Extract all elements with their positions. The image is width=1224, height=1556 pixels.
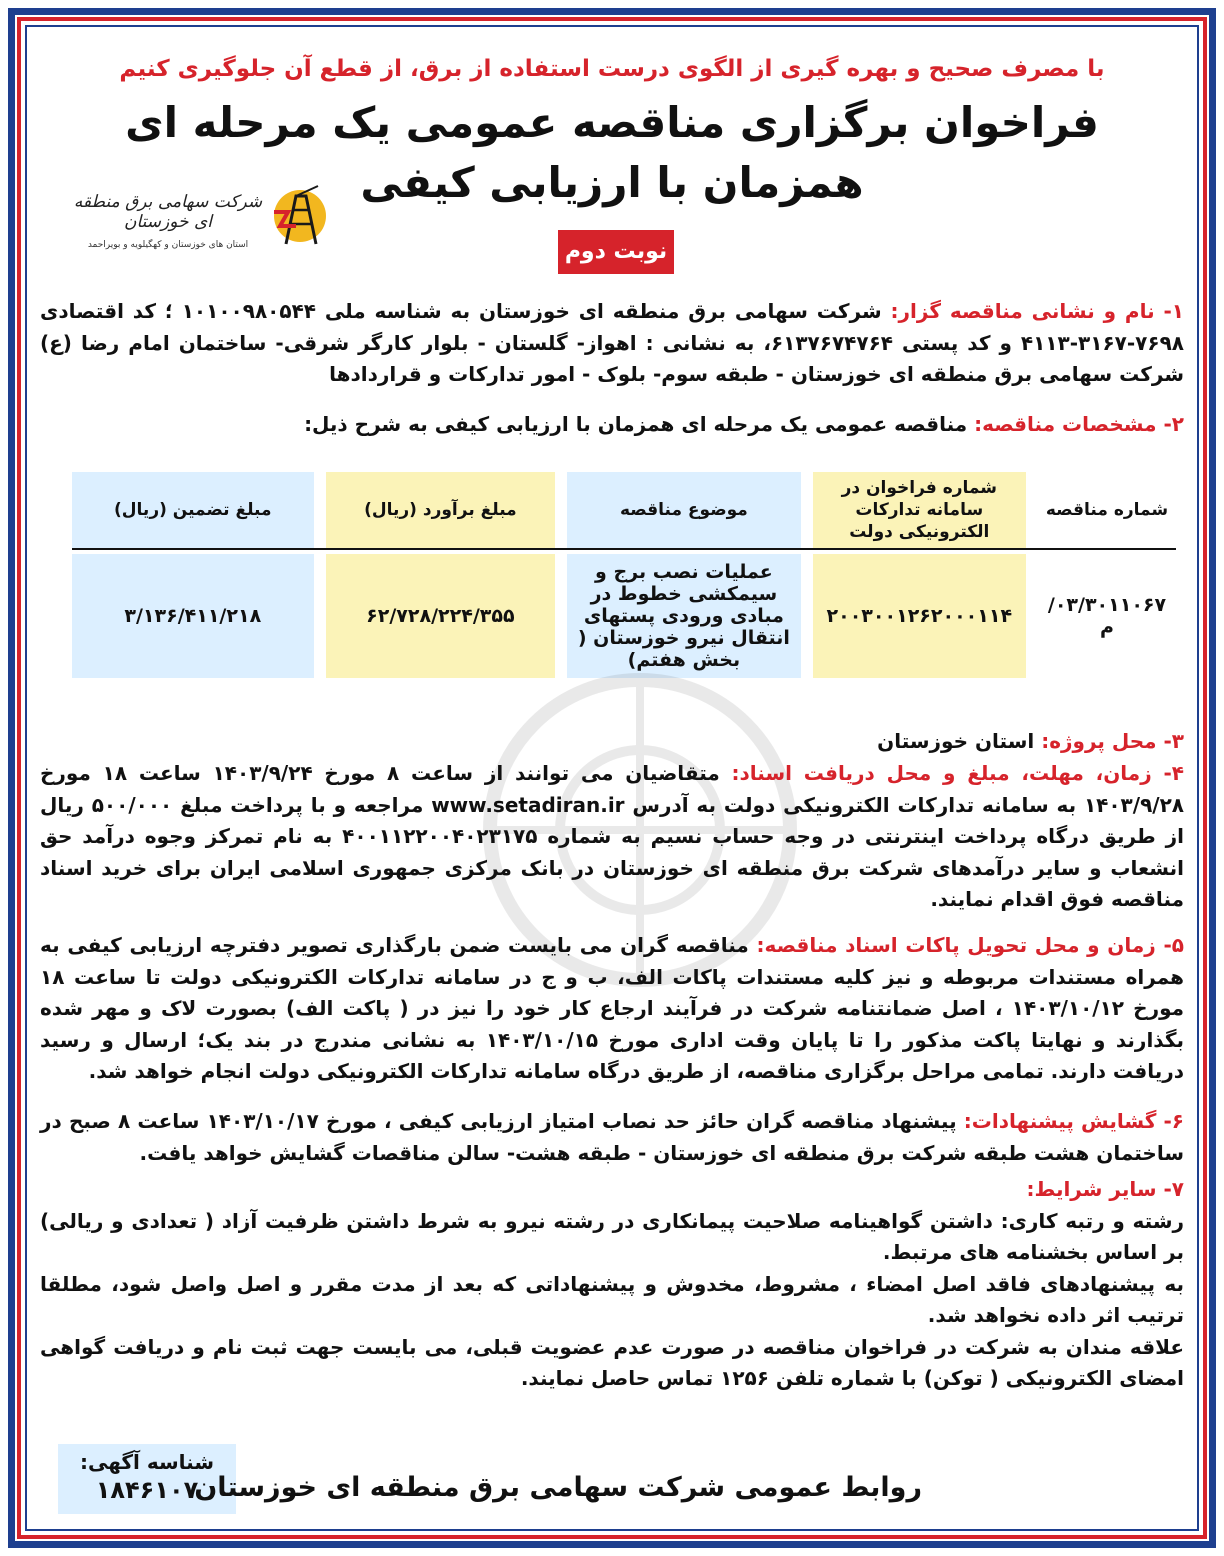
title-line-1: فراخوان برگزاری مناقصه عمومی یک مرحله ای: [125, 98, 1099, 147]
title-line-2: همزمان با ارزیابی کیفی: [360, 158, 864, 207]
footer-signature: روابط عمومی شرکت سهامی برق منطقه ای خوزستان: [194, 1472, 922, 1503]
header-call-number: شماره فراخوان در سامانه تدارکات الکترونیکی دولت: [813, 472, 1026, 548]
company-logo: [62, 178, 332, 268]
announcement-page: [40, 40, 1184, 1516]
cell-subject: عملیات نصب برج و سیمکشی خطوط در مبادی ورودی پستهای انتقال نیرو خوزستان ( بخش هفتم): [567, 554, 800, 678]
electricity-tower-icon: [266, 182, 326, 250]
cell-estimate: ۶۲/۷۲۸/۲۲۴/۳۵۵: [326, 554, 555, 678]
cell-guarantee: ۳/۱۳۶/۴۱۱/۲۱۸: [72, 554, 314, 678]
section-6: [40, 1106, 1184, 1169]
section-2-text: مناقصه عمومی یک مرحله ای همزمان با ارزیابی کیفی به شرح ذیل:: [304, 412, 975, 436]
tender-table-header: [72, 472, 1176, 548]
header-tender-number: شماره مناقصه: [1038, 472, 1176, 548]
cell-call-number: ۲۰۰۳۰۰۱۲۶۲۰۰۰۱۱۴: [813, 554, 1026, 678]
section-3-label: ۳- محل پروژه:: [1041, 729, 1184, 753]
slogan: با مصرف صحیح و بهره گیری از الگوی درست استفاده از برق، از قطع آن جلوگیری کنیم: [119, 56, 1105, 82]
section-4-text: متقاضیان می توانند از ساعت ۸ مورخ ۱۴۰۳/۹/۲۴ ساعت ۱۸ مورخ ۱۴۰۳/۹/۲۸ به سامانه تدارکات الکترونیکی دولت به آدرس www.setadiran.ir مراجعه و با پرداخت مبلغ ۵۰۰/۰۰۰ ریال از طریق درگاه پرداخت اینترنتی در وجه حساب نسیم به شماره ۴۰۰۱۱۲۲۰۰۴۰۲۳۱۷۵ به نام تمرکز وجوه درآمد حق انشعاب و سایر درآمدهای شرکت برق منطقه ای خوزستان در بانک مرکزی جمهوری اسلامی ایران برای خرید اسناد مناقصه فوق اقدام نمایند.: [40, 761, 1184, 911]
section-4-label: ۴- زمان، مهلت، مبلغ و محل دریافت اسناد:: [731, 761, 1184, 785]
section-5: [40, 930, 1184, 1088]
section-4: [40, 758, 1184, 916]
logo-company-name: شرکت سهامی برق منطقه ای خوزستان: [73, 192, 263, 232]
logo-text: [72, 192, 264, 250]
section-2-label: ۲- مشخصات مناقصه:: [974, 412, 1184, 436]
section-6-text: پیشنهاد مناقصه گران حائز حد نصاب امتیاز ارزیابی کیفی ، مورخ ۱۴۰۳/۱۰/۱۷ ساعت ۸ صبح در ساختمان هشت طبقه شرکت برق منطقه ای خوزستان - طبقه هشت- سالن مناقصات گشایش خواهد یافت.: [40, 1109, 1184, 1165]
section-1-label: ۱- نام و نشانی مناقصه گزار:: [890, 299, 1184, 323]
section-7-label: ۷- سایر شرایط:: [1026, 1177, 1184, 1201]
section-3-text: استان خوزستان: [877, 729, 1042, 753]
section-7-condition-1: رشته و رتبه کاری: داشتن گواهینامه صلاحیت پیمانکاری در رشته نیرو به شرط داشتن ظرفیت آزاد ( تعدادی و ریالی) بر اساس بخشنامه های مرتبط.: [40, 1208, 1184, 1264]
cell-tender-number: ۰۳/۳۰۱۱۰۶۷/م: [1038, 554, 1176, 678]
section-6-label: ۶- گشایش پیشنهادات:: [963, 1109, 1185, 1133]
ad-id-label: شناسه آگهی:: [79, 1450, 215, 1474]
tender-table: [72, 472, 1176, 678]
section-7-condition-2: به پیشنهادهای فاقد اصل امضاء ، مشروط، مخدوش و پیشنهاداتی که بعد از مدت مقرر و اصل واصل شود، مطلقا ترتیب اثر داده نخواهد شد.: [40, 1271, 1184, 1327]
section-3: [40, 726, 1184, 758]
header-estimate: مبلغ برآورد (ریال): [326, 472, 555, 548]
section-7: [40, 1174, 1184, 1395]
publication-round-badge: نوبت دوم: [558, 230, 674, 274]
table-row: [72, 554, 1176, 678]
logo-subtitle: استان های خوزستان و کهگیلویه و بویراحمد: [87, 240, 249, 250]
section-7-condition-3: علاقه مندان به شرکت در فراخوان مناقصه در صورت عدم عضویت قبلی، می بایست جهت ثبت نام و دریافت گواهی امضای الکترونیکی ( توکن) با شماره تلفن ۱۲۵۶ تماس حاصل نمایند.: [40, 1334, 1184, 1390]
section-2: [40, 409, 1184, 441]
header-guarantee: مبلغ تضمین (ریال): [72, 472, 314, 548]
section-5-label: ۵- زمان و محل تحویل پاکات اسناد مناقصه:: [756, 933, 1184, 957]
section-5-text: مناقصه گران می بایست ضمن بارگذاری تصویر دفترچه ارزیابی کیفی به همراه مستندات مربوطه و نیز کلیه مستندات پاکات الف، ب و ج در سامانه تدارکات الکترونیکی دولت تا ساعت ۱۸ مورخ ۱۴۰۳/۱۰/۱۲ ، اصل ضمانتنامه شرکت در فرآیند ارجاع کار خود را نیز در ( پاکت الف) بصورت لاک و مهر شده بگذارند و نهایتا پاکت مذکور را تا پایان وقت اداری مورخ ۱۴۰۳/۱۰/۱۵ به نشانی مندرج در بند یک؛ ارسال و رسید دریافت دارند. تمامی مراحل برگزاری مناقصه، از طریق درگاه سامانه تدارکات الکترونیکی دولت انجام خواهد شد.: [40, 933, 1185, 1083]
header-subject: موضوع مناقصه: [567, 472, 800, 548]
ad-id-value: ۱۸۴۶۱۰۷: [95, 1476, 199, 1504]
section-1: [40, 296, 1184, 391]
section-1-text: شرکت سهامی برق منطقه ای خوزستان به شناسه ملی ۱۰۱۰۰۹۸۰۵۴۴ ؛ کد اقتصادی ۷۶۹۸-۳۱۶۷-۴۱۱۳ و کد پستی ۶۱۳۷۶۷۴۷۶۴، به نشانی : اهواز- گلستان - بلوار کارگر شرقی- ساختمان امام رضا (ع) شرکت سهامی برق منطقه ای خوزستان - طبقه سوم- بلوک - امور تدارکات و قراردادها: [40, 299, 1184, 386]
